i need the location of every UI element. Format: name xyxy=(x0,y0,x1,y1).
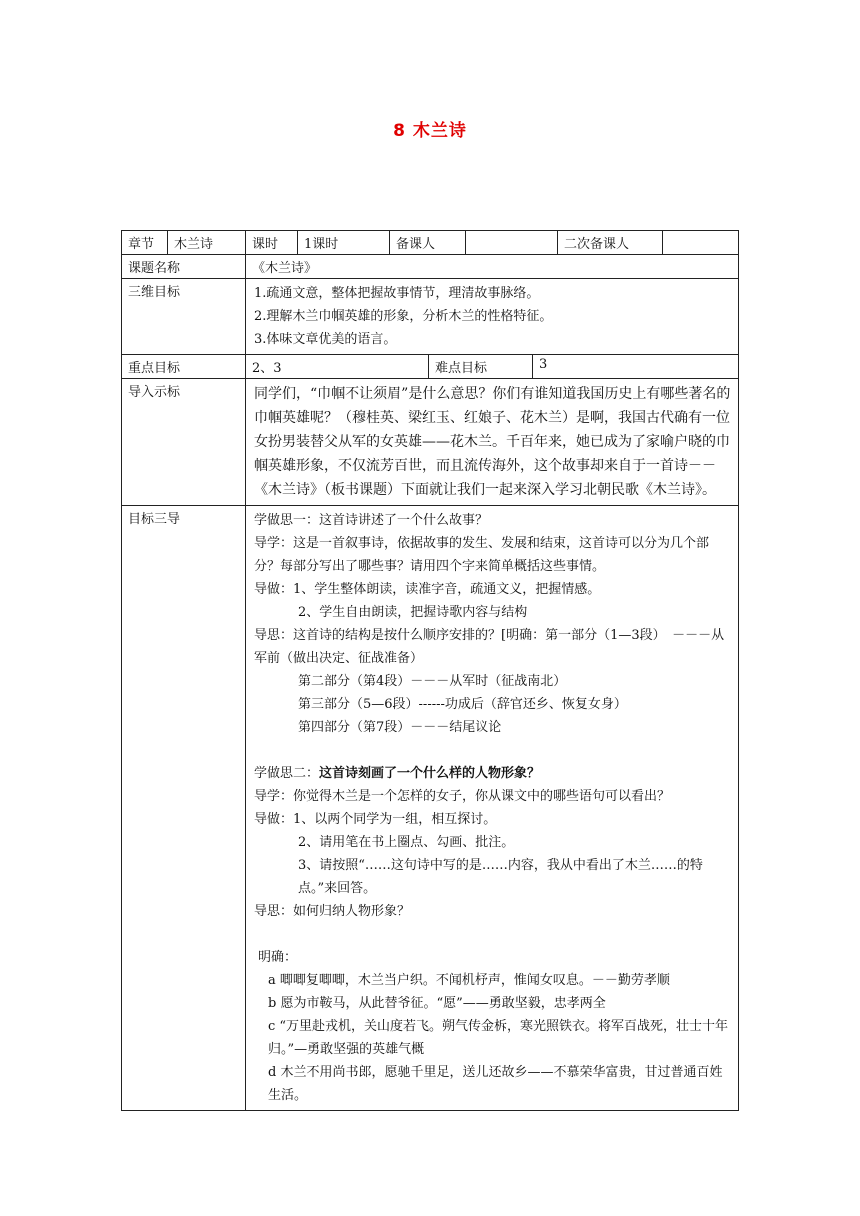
guide-line: 导思：这首诗的结构是按什么顺序安排的？[明确：第一部分（1—3段） －－－从军前（做出决定、征战准备） xyxy=(254,628,725,666)
goals-row xyxy=(122,279,739,355)
guide-line: c “万里赴戎机，关山度若飞。朔气传金柝，寒光照铁衣。将军百战死，壮士十年归。”—勇敢坚强的英雄气概 xyxy=(268,1019,729,1057)
lesson-plan-table xyxy=(121,230,739,1111)
guide-line: 导做：1、学生整体朗读，读准字音，疏通文义，把握情感。 xyxy=(254,582,601,597)
guide-line: a 唧唧复唧唧，木兰当户织。不闻机杼声，惟闻女叹息。－－勤劳孝顺 xyxy=(268,973,670,988)
second-prep-value xyxy=(663,231,739,254)
second-prep-label: 二次备课人 xyxy=(558,231,663,254)
header-row xyxy=(122,231,739,255)
period-value: 1课时 xyxy=(298,231,390,254)
hard-label: 难点目标 xyxy=(429,355,533,378)
guide-line: 导思：如何归纳人物形象？ xyxy=(254,904,411,919)
goals-label: 三维目标 xyxy=(122,279,246,354)
prep-label: 备课人 xyxy=(390,231,466,254)
document-title: 8 木兰诗 xyxy=(393,121,467,141)
guide-line: d 木兰不用尚书郎，愿驰千里足，送儿还故乡——不慕荣华富贵，甘过普通百姓生活。 xyxy=(268,1065,723,1103)
guide-line: 2、学生自由朗读，把握诗歌内容与结构 xyxy=(298,605,528,620)
topic-row xyxy=(122,255,739,279)
prep-value xyxy=(466,231,558,254)
intro-label: 导入示标 xyxy=(122,379,246,505)
key-value: 2、3 xyxy=(246,355,429,378)
guide-line: 第四部分（第7段）－－－结尾议论 xyxy=(298,720,502,735)
goals-content xyxy=(246,279,739,354)
key-row xyxy=(122,355,739,379)
guide-content xyxy=(246,506,739,1110)
goal-item: 1.疏通文意，整体把握故事情节，理清故事脉络。 xyxy=(254,286,540,301)
guide-line: 3、请按照“……这句诗中写的是……内容，我从中看出了木兰……的特点。”来回答。 xyxy=(298,858,703,896)
guide-line: 第三部分（5—6段）------功成后（辞官还乡、恢复女身） xyxy=(298,697,627,712)
guide-line: b 愿为市鞍马，从此替爷征。“愿”——勇敢坚毅，忠孝两全 xyxy=(268,996,606,1011)
guide-line: 第二部分（第4段）－－－从军时（征战南北） xyxy=(298,674,567,689)
hard-value: 3 xyxy=(533,355,739,378)
chapter-value: 木兰诗 xyxy=(168,231,246,254)
guide-line: 导做：1、以两个同学为一组，相互探讨。 xyxy=(254,812,497,827)
guide-line: 导学：这是一首叙事诗，依据故事的发生、发展和结束，这首诗可以分为几个部分？每部分写出了哪些事？请用四个字来简单概括这些事情。 xyxy=(254,536,710,574)
guide-label: 目标三导 xyxy=(122,506,246,1110)
blank-line xyxy=(254,923,732,946)
guide-line: 导学：你觉得木兰是一个怎样的女子，你从课文中的哪些语句可以看出？ xyxy=(254,789,671,804)
intro-text: 同学们，“巾帼不让须眉”是什么意思？你们有谁知道我国历史上有哪些著名的巾帼英雄呢？（穆桂英、梁红玉、红娘子、花木兰）是啊，我国古代确有一位女扮男装替父从军的女英雄——花木兰。千百年来，她已成为了家喻户晓的巾帼英雄形象，不仅流芳百世，而且流传海外，这个故事却来自于一首诗－－《木兰诗》（板书课题）下面就让我们一起来深入学习北朝民歌《木兰诗》。 xyxy=(246,379,739,505)
intro-row xyxy=(122,379,739,506)
question-prefix: 学做思二： xyxy=(254,766,320,781)
goal-item: 2.理解木兰巾帼英雄的形象，分析木兰的性格特征。 xyxy=(254,309,553,324)
key-label: 重点目标 xyxy=(122,355,246,378)
topic-value: 《木兰诗》 xyxy=(246,255,739,278)
goal-item: 3.体味文章优美的语言。 xyxy=(254,332,397,347)
period-label: 课时 xyxy=(246,231,298,254)
blank-line xyxy=(254,739,732,762)
question-bold: 这首诗刻画了一个什么样的人物形象？ xyxy=(319,766,541,781)
guide-line: 明确： xyxy=(258,950,298,965)
chapter-label: 章节 xyxy=(122,231,168,254)
guide-row xyxy=(122,506,739,1111)
guide-line: 2、请用笔在书上圈点、勾画、批注。 xyxy=(298,835,515,850)
topic-label: 课题名称 xyxy=(122,255,246,278)
guide-line xyxy=(254,762,732,785)
guide-line: 学做思一：这首诗讲述了一个什么故事？ xyxy=(254,513,489,528)
